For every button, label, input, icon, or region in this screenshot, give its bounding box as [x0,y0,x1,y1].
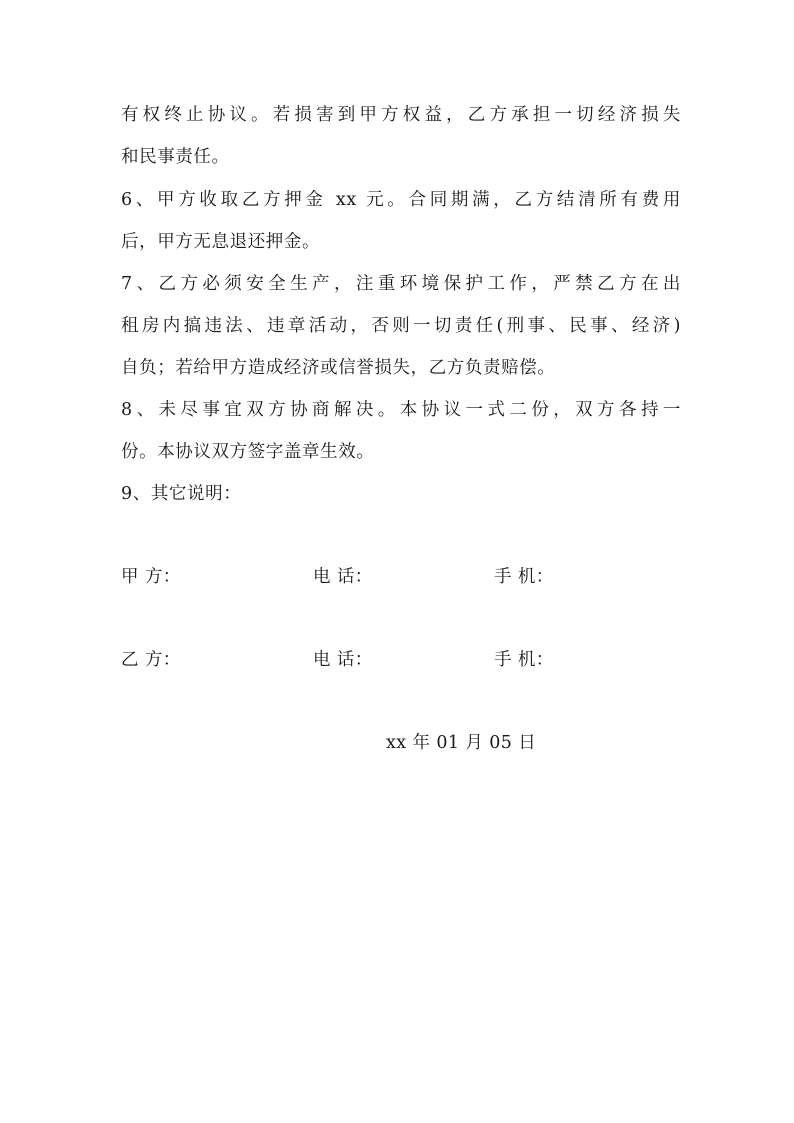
text-line: 份。本协议双方签字盖章生效。 [121,442,375,462]
text-line: 自负；若给甲方造成经济或信誉损失，乙方负责赔偿。 [121,358,556,378]
signing-date: xx 年 01 月 05 日 [386,733,537,753]
party-b-phone-label: 电 话： [313,650,373,670]
text-line: 租房内搞违法、违章活动，否则一切责任(刑事、民事、经济) [121,316,681,336]
party-a-mobile-label: 手 机： [494,567,554,587]
party-a-label: 甲 方： [121,567,181,587]
text-line: 和民事责任。 [121,147,230,167]
party-b-mobile-label: 手 机： [494,650,554,670]
text-line: 后，甲方无息退还押金。 [121,232,321,252]
clause-7-line: 7、乙方必须安全生产，注重环境保护工作，严禁乙方在出 [121,274,681,294]
party-a-phone-label: 电 话： [313,567,373,587]
clause-8-line: 8、未尽事宜双方协商解决。本协议一式二份，双方各持一 [121,400,681,420]
text-line: 有权终止协议。若损害到甲方权益，乙方承担一切经济损失 [121,105,681,125]
signature-row-party-b [0,648,794,672]
clause-6-line: 6、甲方收取乙方押金 xx 元。合同期满，乙方结清所有费用 [121,190,681,210]
party-b-label: 乙 方： [121,650,181,670]
signature-row-party-a [0,565,794,589]
clause-9-line: 9、其它说明： [121,484,242,504]
